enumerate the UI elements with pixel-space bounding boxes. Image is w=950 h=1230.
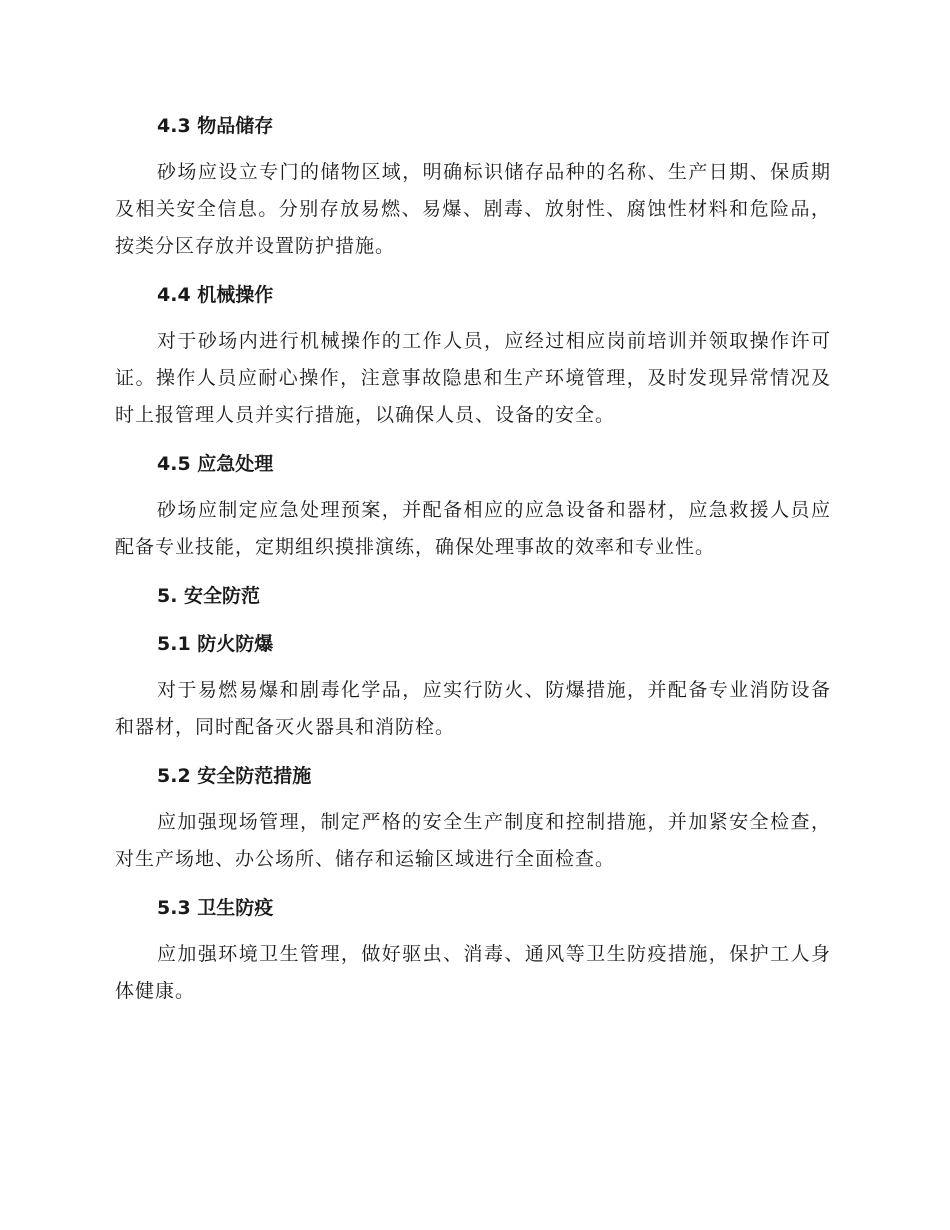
section-paragraph-5-1: 对于易燃易爆和剧毒化学品，应实行防火、防爆措施，并配备专业消防设备和器材，同时配备灭火器具和消防栓。 <box>115 679 831 738</box>
section-heading-5-3: 5.3 卫生防疫 <box>157 897 274 919</box>
section-heading-5-1: 5.1 防火防爆 <box>157 633 274 655</box>
section-heading-4-5: 4.5 应急处理 <box>157 453 274 475</box>
section-heading-5: 5. 安全防范 <box>157 585 261 607</box>
section-heading-4-3: 4.3 物品储存 <box>157 115 274 137</box>
section-paragraph-5-2: 应加强现场管理，制定严格的安全生产制度和控制措施，并加紧安全检查，对生产场地、办公场所、储存和运输区域进行全面检查。 <box>115 811 831 870</box>
section-paragraph-4-5: 砂场应制定应急处理预案，并配备相应的应急设备和器材，应急救援人员应配备专业技能，定期组织摸排演练，确保处理事故的效率和专业性。 <box>115 499 831 558</box>
section-heading-4-4: 4.4 机械操作 <box>157 284 274 306</box>
section-paragraph-4-3: 砂场应设立专门的储物区域，明确标识储存品种的名称、生产日期、保质期及相关安全信息。分别存放易燃、易爆、剧毒、放射性、腐蚀性材料和危险品，按类分区存放并设置防护措施。 <box>115 161 831 257</box>
document-body <box>115 108 831 1010</box>
section-paragraph-4-4: 对于砂场内进行机械操作的工作人员，应经过相应岗前培训并领取操作许可证。操作人员应耐心操作，注意事故隐患和生产环境管理，及时发现异常情况及时上报管理人员并实行措施，以确保人员、设备的安全。 <box>115 330 831 426</box>
section-paragraph-5-3: 应加强环境卫生管理，做好驱虫、消毒、通风等卫生防疫措施，保护工人身体健康。 <box>115 943 831 1002</box>
section-heading-5-2: 5.2 安全防范措施 <box>157 765 312 787</box>
